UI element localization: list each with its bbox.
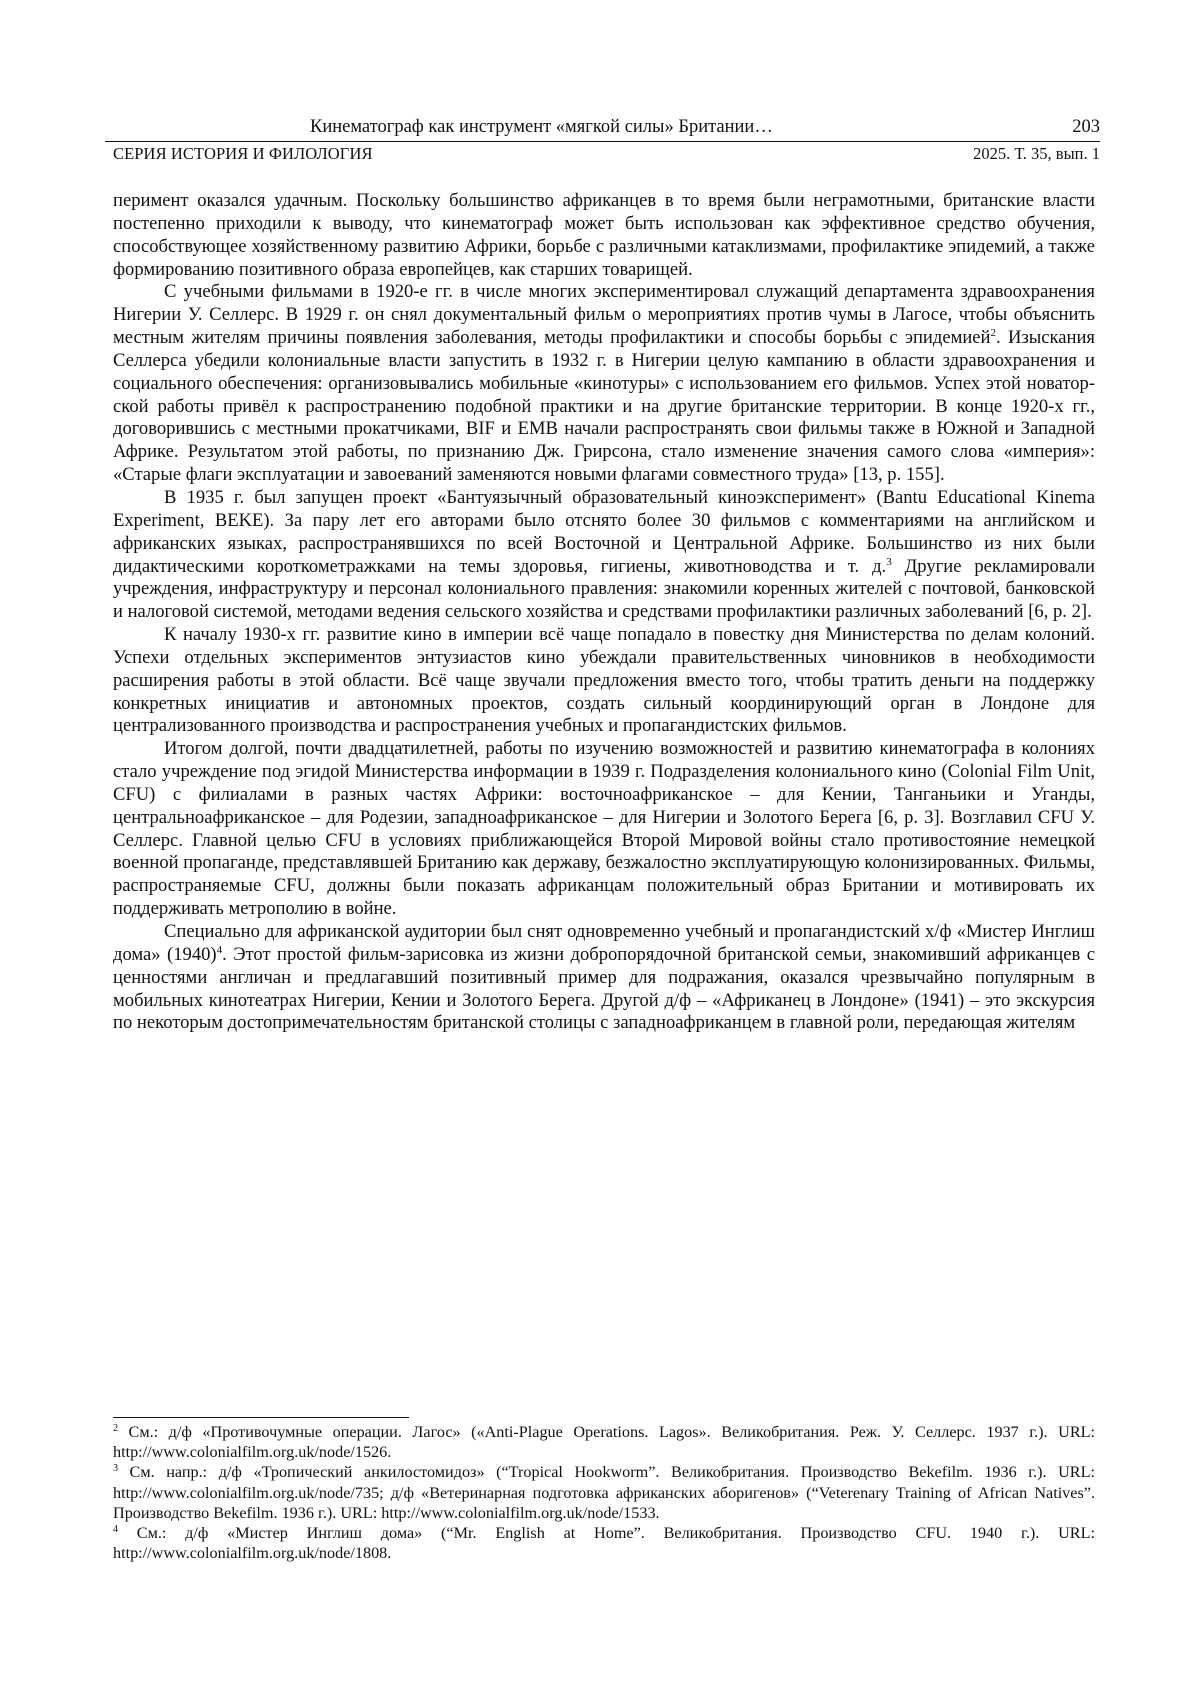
paragraph-4 <box>113 624 1095 738</box>
journal-series: СЕРИЯ ИСТОРИЯ И ФИЛОЛОГИЯ <box>113 144 373 164</box>
running-title: Кинематограф как инструмент «мягкой силы» Британии… <box>310 117 773 138</box>
paragraph-text: К началу 1930-х гг. развитие кино в империи всё чаще попадало в повестку дня Министерства по делам колоний. Успехи отдельных экспериментов энтузиастов кино убеждали правительственных чиновников в необходимости расширения работы в этой области. Всё чаще звучали предложения вместо того, чтобы тратить деньги на поддержку конкретных инициатив и автономных проектов, со­здать сильный координирующий орган в Лондоне для централизованного производства и распро­странения учебных и пропагандистских фильмов. <box>113 624 1095 736</box>
article-body <box>113 190 1095 1035</box>
paragraph-text: . Этот простой фильм-зарисовка из жизни добропорядочной бри­танской семьи, знакомивший африканцев с ценностями англичан и предлагавший позитивный при­мер для подражания, оказался чрезвычайно популярным в мобильных кинотеатрах Нигерии, Кении и Золотого Берега. Другой д/ф – «Африканец в Лондоне» (1941) – это экскурсия по некоторым досто­примечательностям британской столицы с западноафриканцем в главной роли, передающая жителям <box>113 944 1095 1034</box>
paragraph-1 <box>113 190 1095 281</box>
paragraph-text: перимент оказался удачным. Поскольку большинство африканцев в то время были неграмотными, британские власти постепенно приходили к выводу, что кинематограф может быть использован как эффективное средство обучения, способствующее хозяйственному развитию Африки, борьбе с раз­личными катаклизмами, профилактике эпидемий, а также формированию позитивного образа евро­пейцев, как старших товарищей. <box>113 190 1095 280</box>
footnote-4 <box>113 1523 1095 1563</box>
paragraph-text: Другие рекламировали учреждения, инфраструктуру и персонал ко­лониального правления: знакомили коренных жителей с почтовой, банковской и налоговой системой, методами ведения сельского хозяйства и средствами профилактики различных заболеваний [6, p. 2]. <box>113 556 1095 623</box>
footnote-ref-3[interactable]: 3 <box>886 556 892 568</box>
footnote-text: См.: д/ф «Противочумные операции. Лагос» («Anti-Plague Operations. Lagos». Великобритания. Реж. У. Сел­лерс. 1937 г.). URL: http://www.colonialfilm.org.uk/node/1526. <box>113 1423 1095 1461</box>
footnote-rule <box>113 1417 409 1418</box>
paragraph-text: . Изыскания Селлерса убедили колониальные власти запустить в 1932 г. в Нигерии целую кампанию в области здравоохранения и социального обеспече­ния: организовывались мобильные «кинотуры» с использованием его фильмов. Успех этой новатор­ской работы привёл к распространению подобной практики и на другие британские территории. В конце 1920-х гг., договорившись с местными прокатчиками, BIF и EMB начали распространять свои фильмы также в Южной и Западной Африке. Результатом этой работы, по признанию Дж. Грирсона, стало изменение значения самого слова «империя»: «Старые флаги эксплуатации и завоеваний заме­няются новыми флагами совместного труда» [13, p. 155]. <box>113 327 1095 485</box>
paragraph-2 <box>113 281 1095 487</box>
footnote-mark: 3 <box>113 1463 118 1474</box>
header-rule <box>105 141 1100 142</box>
paragraph-text: С учебными фильмами в 1920-е гг. в числе многих экспериментировал служащий департамента здравоохранения Нигерии У. Селлерс. В 1929 г. он снял документальный фильм о мероприятиях про­тив чумы в Лагосе, чтобы объяснить местным жителям причины появления заболевания, методы профилактики и способы борьбы с эпидемией <box>113 281 1095 348</box>
page-number: 203 <box>1072 117 1100 138</box>
footnote-ref-2[interactable]: 2 <box>991 327 997 339</box>
footnote-ref-4[interactable]: 4 <box>217 944 223 956</box>
footnote-3 <box>113 1462 1095 1523</box>
journal-page <box>0 0 1200 1698</box>
paragraph-3 <box>113 487 1095 624</box>
paragraph-text: Специально для африканской аудитории был снят одновременно учебный и пропагандистский х/ф «Мистер Инглиш дома» (1940) <box>113 921 1095 965</box>
paragraph-5 <box>113 738 1095 921</box>
footnote-text: См. напр.: д/ф «Тропический анкилостомидоз» (“Tropical Hookworm”. Великобритания. Производство Bekefilm. 1936 г.). URL: http://www.colonialfilm.org.uk/node/735; д/ф «Ветеринарная подготовка африканских аборигенов» (“Veterenary Training of African Natives”. Производство Bekefilm. 1936 г.). URL: http://www.colonialfilm.org.uk/node/1533. <box>113 1463 1095 1521</box>
footnote-mark: 4 <box>113 1524 118 1535</box>
journal-issue: 2025. Т. 35, вып. 1 <box>973 144 1100 164</box>
footnote-text: См.: д/ф «Мистер Инглиш дома» (“Mr. English at Home”. Великобритания. Производство CFU. 1940 г.). URL: http://www.colonialfilm.org.uk/node/1808. <box>113 1524 1095 1562</box>
paragraph-text: В 1935 г. был запущен проект «Бантуязычный образовательный киноэксперимент» (Bantu Edu­cational Kinema Experiment, BEKE). За пару лет его авторами было отснято более 30 фильмов с ком­ментариями на английском и африканских языках, распространявшихся по всей Восточной и Цен­тральной Африке. Большинство из них были дидактическими короткометражками на темы здоровья, гигиены, животноводства и т. д. <box>113 487 1095 577</box>
paragraph-6 <box>113 921 1095 1035</box>
footnote-2 <box>113 1422 1095 1462</box>
footnotes <box>113 1422 1095 1563</box>
footnote-mark: 2 <box>113 1423 118 1434</box>
paragraph-text: Итогом долгой, почти двадцатилетней, работы по изучению возможностей и развитию кинема­тографа в колониях стало учреждение под эгидой Министерства информации в 1939 г. Подразделе­ния колониального кино (Colonial Film Unit, CFU) с филиалами в разных частях Африки: восточно­африканское – для Кении, Танганьики и Уганды, центральноафриканское – для Родезии, западноаф­риканское – для Нигерии и Золотого Берега [6, p. 3]. Возглавил CFU У. Селлерс. Главной целью CFU в условиях приближающейся Второй Мировой войны стало противостояние немецкой военной про­паганде, представлявшей Британию как державу, безжалостно эксплуатирующую колонизированных. Фильмы, распространяемые CFU, должны были показать африканцам положительный образ Брита­нии и мотивировать их поддерживать метрополию в войне. <box>113 738 1095 919</box>
